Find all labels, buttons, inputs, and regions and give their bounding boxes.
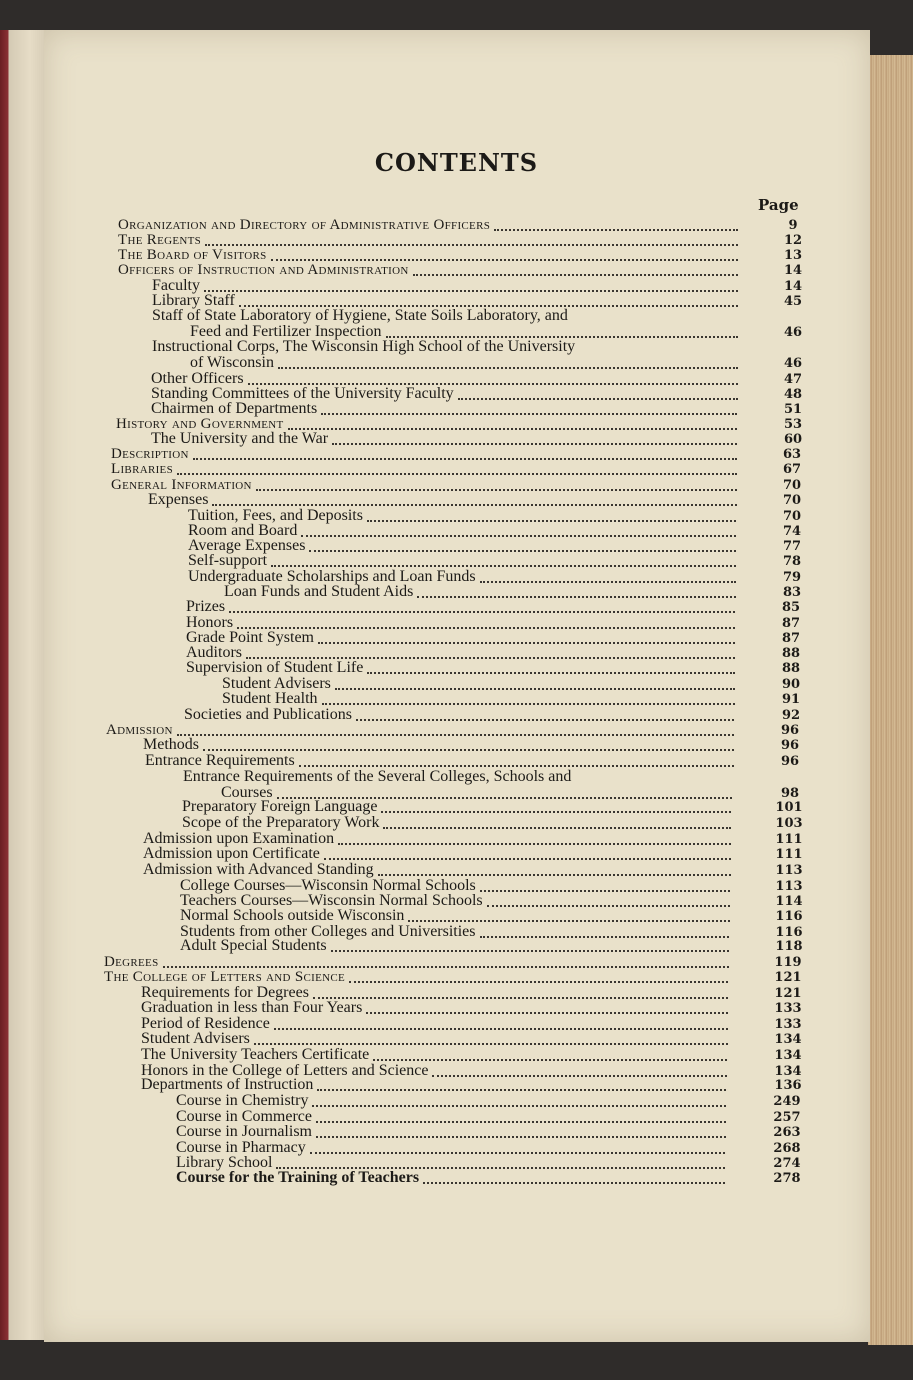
toc-entry-label: Library School: [176, 1154, 273, 1171]
dot-leader: [458, 396, 738, 400]
dot-leader: [271, 563, 736, 567]
toc-entry: [111, 461, 740, 477]
toc-entry-label: Students from other Colleges and Universities: [180, 923, 476, 940]
toc-entry: [190, 355, 741, 371]
toc-page-number: 96: [780, 754, 800, 769]
toc-page-number: 70: [782, 493, 802, 508]
toc-entry: [176, 1124, 729, 1140]
dot-leader: [301, 533, 736, 537]
toc-page-number: 67: [782, 462, 802, 477]
dot-leader: [480, 888, 730, 892]
toc-entry: [141, 1031, 731, 1047]
toc-page-number: 53: [783, 417, 803, 432]
toc-page-number: 87: [781, 616, 801, 631]
dot-leader: [193, 456, 737, 460]
dot-leader: [271, 257, 738, 261]
dot-leader: [288, 426, 737, 430]
toc-page-number: 111: [775, 847, 803, 862]
toc-page-number: 121: [774, 970, 802, 985]
dot-leader: [316, 1134, 726, 1138]
toc-page-number: 90: [781, 677, 801, 692]
dot-leader: [367, 518, 736, 522]
toc-entry-label: Self-support: [188, 552, 268, 569]
toc-entry-label: Teachers Courses—Wisconsin Normal Schools: [180, 892, 483, 909]
toc-page-number: 14: [783, 279, 803, 294]
toc-entry: [141, 1047, 730, 1063]
toc-entry-label: Libraries: [111, 461, 173, 477]
toc-page-number: 274: [773, 1156, 801, 1171]
toc-page-number: 116: [775, 909, 803, 924]
toc-page-number: 48: [783, 387, 803, 402]
toc-entry-label: Course for the Training of Teachers: [176, 1169, 420, 1186]
toc-entry-label: History and Government: [116, 416, 284, 432]
toc-entry: [151, 401, 740, 417]
toc-entry-label: Course in Chemistry: [176, 1092, 309, 1109]
toc-entry-label: Auditors: [186, 644, 242, 661]
dot-leader: [322, 701, 735, 705]
toc-entry-label: Supervision of Student Life: [186, 659, 364, 676]
toc-entry-label: Other Officers: [151, 370, 244, 387]
toc-page-number: 83: [782, 585, 802, 600]
dot-leader: [177, 471, 737, 475]
toc-entry-label: Graduation in less than Four Years: [141, 999, 363, 1016]
toc-entry: [104, 954, 732, 970]
toc-entry-label: Departments of Instruction: [141, 1076, 314, 1093]
toc-entry-label: College Courses—Wisconsin Normal Schools: [180, 877, 476, 894]
toc-page-number: 101: [775, 800, 803, 815]
toc-page-number: 114: [775, 894, 803, 909]
dot-leader: [203, 747, 734, 751]
toc-page-number: 46: [783, 325, 803, 340]
toc-page-number: 96: [780, 723, 800, 738]
dot-leader: [349, 979, 728, 983]
toc-page-number: 12: [783, 233, 803, 248]
dot-leader: [408, 918, 730, 922]
toc-entry-label: Degrees: [104, 954, 159, 970]
toc-entry: [182, 815, 734, 831]
toc-entry: [118, 262, 741, 278]
toc-page-number: 113: [775, 879, 803, 894]
toc-entry: [186, 630, 738, 646]
toc-entry-label: Course in Commerce: [176, 1108, 312, 1125]
toc-entry: [180, 938, 732, 954]
toc-entry-label: Average Expenses: [188, 537, 306, 554]
toc-entry-label: Courses: [221, 784, 273, 801]
toc-entry-label-line1: Entrance Requirements of the Several Colleges, Schools and: [183, 768, 572, 785]
toc-entry-label: Tuition, Fees, and Deposits: [188, 507, 363, 524]
toc-entry: [143, 846, 734, 862]
toc-page-number: 63: [782, 447, 802, 462]
toc-entry-label: General Information: [111, 477, 252, 493]
dot-leader: [331, 948, 729, 952]
dot-leader: [177, 732, 734, 736]
toc-entry-label: Organization and Directory of Administrative Officers: [118, 217, 491, 233]
toc-entry-label: Standing Committees of the University Faculty: [151, 385, 454, 402]
toc-entry-label: Student Advisers: [222, 675, 331, 692]
toc-page-number: 14: [783, 263, 803, 278]
toc-page-number: 45: [783, 294, 803, 309]
toc-entry-label: Period of Residence: [141, 1015, 270, 1032]
dot-leader: [367, 670, 735, 674]
dot-leader: [413, 272, 738, 276]
toc-entry-label: Adult Special Students: [180, 937, 327, 954]
dot-leader: [378, 872, 731, 876]
toc-page-number: 51: [783, 402, 803, 417]
toc-entry-label: Requirements for Degrees: [141, 984, 309, 1001]
toc-entry-label: Course in Pharmacy: [176, 1139, 306, 1156]
dot-leader: [205, 242, 738, 246]
dot-leader: [335, 686, 735, 690]
toc-entry-label: Admission upon Examination: [143, 830, 335, 847]
dot-leader: [309, 548, 736, 552]
dot-leader: [163, 964, 730, 968]
toc-page-number: 134: [774, 1064, 802, 1079]
toc-page-number: 70: [782, 478, 802, 493]
dot-leader: [254, 1041, 728, 1045]
toc-entry-label: Student Advisers: [141, 1030, 250, 1047]
toc-page-number: 74: [782, 524, 802, 539]
dot-leader: [338, 841, 731, 845]
toc-entry: [145, 753, 737, 769]
dot-leader: [274, 1026, 728, 1030]
toc-entry-label: Preparatory Foreign Language: [182, 798, 378, 815]
toc-page-number: 88: [781, 661, 801, 676]
toc-page-number: 96: [780, 738, 800, 753]
toc-page-number: 119: [774, 955, 802, 970]
toc-page-number: 13: [783, 248, 803, 263]
toc-entry-label-line1: Staff of State Laboratory of Hygiene, State Soils Laboratory, and: [152, 307, 568, 324]
toc-page-number: 134: [774, 1032, 802, 1047]
toc-entry: [151, 431, 740, 447]
toc-entry: [182, 799, 734, 815]
toc-entry-label: Course in Journalism: [176, 1123, 312, 1140]
toc-entry: [222, 691, 738, 707]
toc-entry: [111, 446, 740, 462]
dot-leader: [204, 288, 738, 292]
toc-page-number: 133: [774, 1017, 802, 1032]
dot-leader: [356, 717, 734, 721]
dot-leader: [383, 825, 731, 829]
toc-entry: [180, 908, 733, 924]
toc-page-number: 113: [775, 863, 803, 878]
toc-entry-label: Entrance Requirements: [145, 752, 295, 769]
toc-entry: [176, 1170, 728, 1186]
toc-entry: [106, 722, 737, 738]
toc-entry: [186, 599, 738, 615]
toc-page-number: 278: [773, 1171, 801, 1186]
dot-leader: [480, 579, 736, 583]
dot-leader: [299, 763, 734, 767]
dot-leader: [256, 487, 737, 491]
dot-leader: [313, 995, 728, 999]
toc-entry-label: Prizes: [186, 598, 226, 615]
toc-entry-label: The Board of Visitors: [118, 247, 267, 263]
dot-leader: [494, 227, 738, 231]
toc-page-number: 78: [782, 554, 802, 569]
toc-page-number: 257: [773, 1110, 801, 1125]
dot-leader: [366, 1010, 728, 1014]
toc-entry-label: Admission upon Certificate: [143, 845, 320, 862]
dot-leader: [423, 1180, 725, 1184]
toc-page-number: 249: [773, 1094, 801, 1109]
toc-entry-label: of Wisconsin: [190, 354, 274, 371]
toc-entry-label: Methods: [143, 736, 199, 753]
toc-entry: [141, 1077, 729, 1093]
toc-entry: [152, 278, 741, 294]
toc-page-number: 268: [773, 1141, 801, 1156]
dot-leader: [212, 502, 737, 506]
dot-leader: [373, 1057, 727, 1061]
toc-entry-label: The Regents: [118, 232, 202, 248]
dot-leader: [316, 1119, 726, 1123]
toc-entry: [186, 660, 738, 676]
toc-entry: [143, 737, 737, 753]
toc-entry: [184, 707, 737, 723]
dot-leader: [312, 1103, 726, 1107]
toc-page-number: 111: [775, 832, 803, 847]
toc-entry: [118, 232, 741, 248]
dot-leader: [278, 365, 738, 369]
toc-entry: [141, 1000, 731, 1016]
toc-entry: [224, 584, 739, 600]
toc-entry-label: Loan Funds and Student Aids: [224, 583, 414, 600]
dot-leader: [324, 856, 731, 860]
toc-entry-label: Normal Schools outside Wisconsin: [180, 907, 405, 924]
toc-page-number: 79: [782, 570, 802, 585]
toc-entry: [176, 1093, 729, 1109]
toc-page-number: 70: [782, 509, 802, 524]
toc-entry-label: Honors: [186, 614, 234, 631]
toc-page-number: 87: [781, 631, 801, 646]
toc-page-number: 91: [781, 692, 801, 707]
toc-page-number: 134: [774, 1048, 802, 1063]
toc-entry-label: Undergraduate Scholarships and Loan Funds: [188, 568, 476, 585]
dot-leader: [381, 809, 731, 813]
dot-leader: [487, 903, 730, 907]
toc-entry: [143, 862, 734, 878]
toc-entry-label: The University Teachers Certificate: [141, 1046, 370, 1063]
toc-page-number: 103: [775, 816, 803, 831]
toc-entry-label: The College of Letters and Science: [104, 969, 345, 985]
toc-entry-label: Admission with Advanced Standing: [143, 861, 374, 878]
toc-page-number: 85: [781, 600, 801, 615]
toc-entry-label: The University and the War: [151, 430, 329, 447]
toc-entry-label: Room and Board: [188, 522, 298, 539]
dot-leader: [417, 594, 736, 598]
toc-page-number: 121: [774, 986, 802, 1001]
toc-entry-label: Student Health: [222, 690, 318, 707]
dot-leader: [332, 441, 737, 445]
toc-entry-label: Feed and Fertilizer Inspection: [190, 323, 382, 340]
toc-page-number: 46: [783, 356, 803, 371]
toc-entry-label: Grade Point System: [186, 629, 314, 646]
toc-entry-label: Faculty: [152, 277, 200, 294]
toc-page-number: 263: [773, 1125, 801, 1140]
dot-leader: [317, 1087, 726, 1091]
toc-page-number: 133: [774, 1001, 802, 1016]
toc-page-number: 118: [775, 939, 803, 954]
toc-entry-label: Admission: [106, 722, 173, 738]
toc-entry: [148, 492, 740, 508]
page-title: CONTENTS: [374, 148, 539, 177]
toc-page-number: 77: [782, 539, 802, 554]
toc-entry-label: Societies and Publications: [184, 706, 352, 723]
toc-page-number: 136: [774, 1078, 802, 1093]
toc-entry-label: Chairmen of Departments: [151, 400, 318, 417]
toc-page-number: 98: [780, 786, 800, 801]
toc-entry: [118, 217, 741, 233]
dot-leader: [229, 609, 735, 613]
toc-entry-label: Library Staff: [152, 292, 235, 309]
toc-page-number: 9: [788, 218, 798, 233]
toc-entry: [104, 969, 731, 985]
page-column-label: Page: [758, 196, 799, 214]
dot-leader: [318, 640, 735, 644]
toc-page-number: 88: [781, 646, 801, 661]
dot-leader: [310, 1150, 725, 1154]
toc-entry: [188, 553, 739, 569]
toc-entry-label: Expenses: [148, 491, 209, 508]
toc-entry: [188, 538, 739, 554]
toc-page-number: 116: [775, 925, 803, 940]
toc-page-number: 47: [783, 372, 803, 387]
toc-page-number: 92: [781, 708, 801, 723]
toc-entry-label: Officers of Instruction and Administration: [118, 262, 409, 278]
toc-page-number: 60: [783, 432, 803, 447]
toc-entry-label: Scope of the Preparatory Work: [182, 814, 380, 831]
toc-entry-label-line1: Instructional Corps, The Wisconsin High School of the University: [152, 338, 576, 355]
dot-leader: [321, 411, 737, 415]
toc-entry: [118, 247, 741, 263]
toc-entry-label: Honors in the College of Letters and Science: [141, 1062, 429, 1079]
toc-entry-label: Description: [111, 446, 189, 462]
